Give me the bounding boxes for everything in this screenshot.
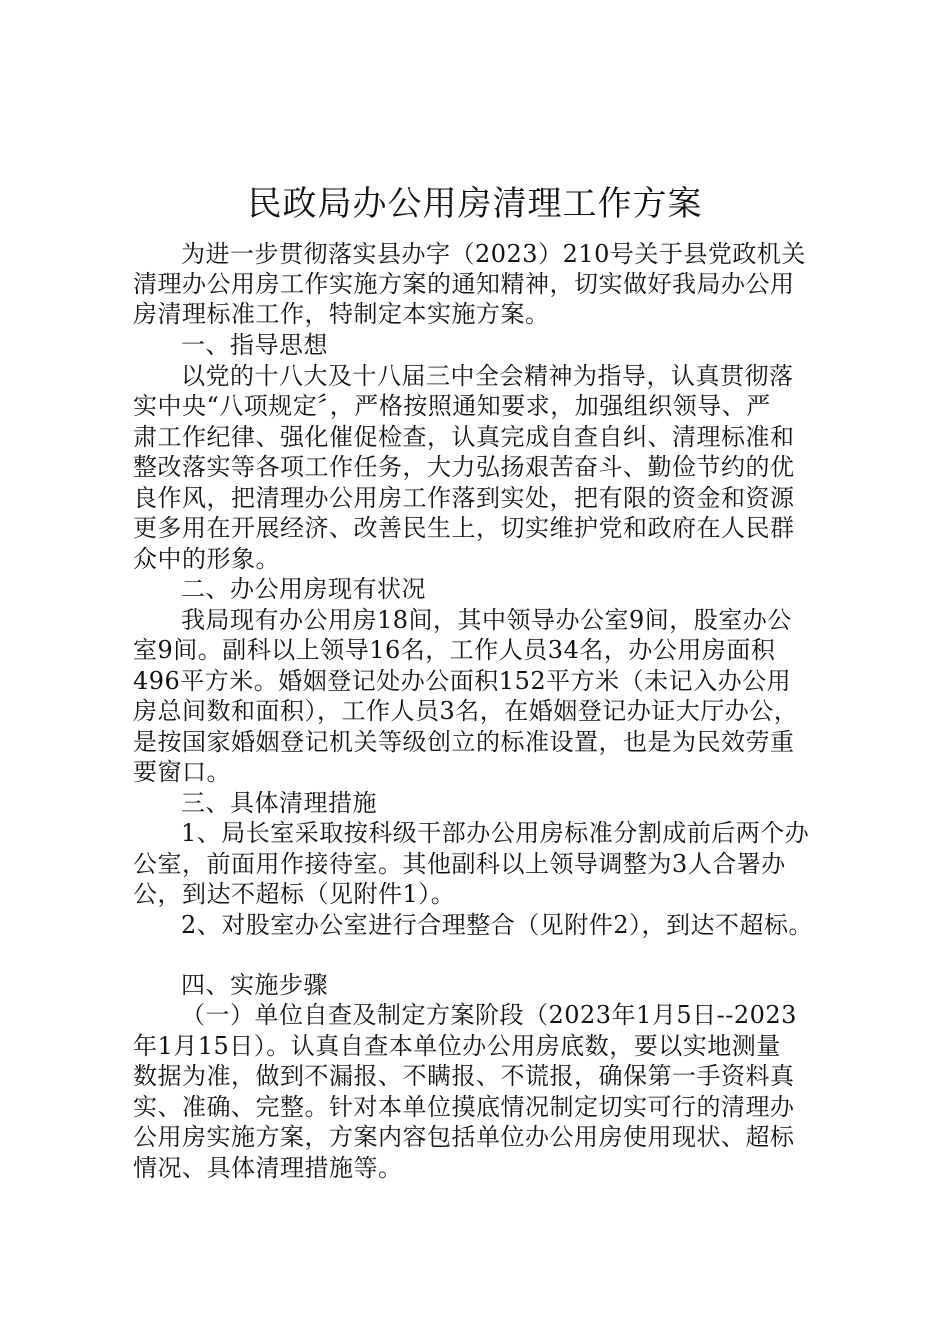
paragraph-line: 公室，前面用作接待室。其他副科以上领导调整为3人合署办 bbox=[133, 850, 786, 878]
section-heading: 四、实施步骤 bbox=[181, 971, 328, 999]
paragraph-line: 房清理标准工作，特制定本实施方案。 bbox=[133, 300, 550, 328]
paragraph-line: 更多用在开展经济、改善民生上，切实维护党和政府在人民群 bbox=[133, 514, 795, 542]
paragraph-line: 2、对股室办公室进行合理整合（见附件2），到达不超标。 bbox=[181, 911, 814, 939]
paragraph-line: 为进一步贯彻落实县办字（2023）210号关于县党政机关 bbox=[181, 240, 806, 268]
paragraph-line: 良作风，把清理办公用房工作落到实处，把有限的资金和资源 bbox=[133, 484, 795, 512]
paragraph-line: 公用房实施方案，方案内容包括单位办公用房使用现状、超标 bbox=[133, 1123, 795, 1151]
paragraph-line: 清理办公用房工作实施方案的通知精神，切实做好我局办公用 bbox=[133, 270, 795, 298]
paragraph-line: 1、局长室采取按科级干部办公用房标准分割成前后两个办 bbox=[181, 819, 810, 847]
section-heading: 一、指导思想 bbox=[181, 331, 328, 359]
paragraph-line: 众中的形象。 bbox=[133, 545, 280, 573]
paragraph-line: 实中央“八项规定〞，严格按照通知要求，加强组织领导、严 bbox=[133, 392, 771, 420]
section-heading: 三、具体清理措施 bbox=[181, 789, 377, 817]
paragraph-line: 公，到达不超标（见附件1）。 bbox=[133, 880, 456, 908]
paragraph-line: 实、准确、完整。针对本单位摸底情况制定切实可行的清理办 bbox=[133, 1093, 795, 1121]
paragraph-line: 年1月15日）。认真自查本单位办公用房底数，要以实地测量 bbox=[133, 1032, 781, 1060]
paragraph-line: 数据为准，做到不漏报、不瞒报、不谎报，确保第一手资料真 bbox=[133, 1062, 795, 1090]
section-heading: 二、办公用房现有状况 bbox=[181, 575, 426, 603]
paragraph-line: 肃工作纪律、强化催促检查，认真完成自查自纠、清理标准和 bbox=[133, 423, 795, 451]
paragraph-line: 是按国家婚姻登记机关等级创立的标准设置，也是为民效劳重 bbox=[133, 728, 795, 756]
paragraph-line: 要窗口。 bbox=[133, 758, 231, 786]
paragraph-line: 496平方米。婚姻登记处办公面积152平方米（未记入办公用 bbox=[133, 667, 792, 695]
document-title: 民政局办公用房清理工作方案 bbox=[247, 184, 703, 224]
paragraph-line: 情况、具体清理措施等。 bbox=[133, 1154, 403, 1182]
paragraph-line: 以党的十八大及十八届三中全会精神为指导，认真贯彻落 bbox=[181, 362, 794, 390]
paragraph-line: 室9间。副科以上领导16名，工作人员34名，办公用房面积 bbox=[133, 636, 776, 664]
paragraph-line: 整改落实等各项工作任务，大力弘扬艰苦奋斗、勤俭节约的优 bbox=[133, 453, 795, 481]
paragraph-line: 房总间数和面积），工作人员3名，在婚姻登记办证大厅办公， bbox=[133, 697, 799, 725]
paragraph-line: 我局现有办公用房18间，其中领导办公室9间，股室办公 bbox=[181, 606, 792, 634]
paragraph-line: （一）单位自查及制定方案阶段（2023年1月5日--2023 bbox=[181, 1001, 797, 1029]
